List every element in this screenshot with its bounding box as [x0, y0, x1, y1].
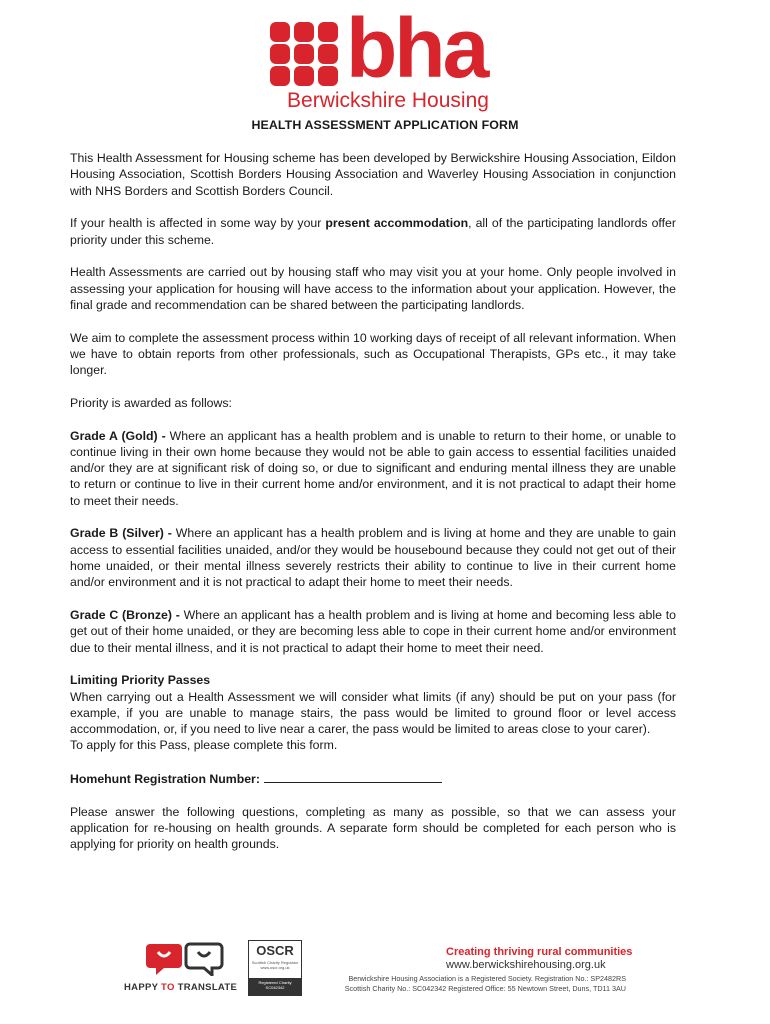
grade-a-paragraph	[70, 428, 676, 509]
logo-subtitle: Berwickshire Housing	[287, 89, 489, 112]
oscr-reg: Registered Charity	[258, 980, 292, 985]
htt-translate: TRANSLATE	[177, 982, 238, 993]
grade-c-label: Grade C (Bronze) -	[70, 607, 184, 622]
form-title: HEALTH ASSESSMENT APPLICATION FORM	[251, 118, 519, 132]
oscr-num: SC042342	[265, 985, 285, 990]
happy-to-translate-text	[124, 982, 254, 993]
priority-paragraph	[70, 215, 676, 248]
assessments-paragraph: Health Assessments are carried out by housing staff who may visit you at your home. Only people involved in assessing your application for housing will have access to the information about your application. However, the final grade and recommendation can be shared between the participating landlords.	[70, 265, 676, 312]
oscr-badge	[248, 940, 302, 996]
homehunt-label: Homehunt Registration Number:	[70, 772, 260, 787]
grade-c-paragraph	[70, 607, 676, 656]
limiting-heading	[70, 672, 676, 688]
priority-text-post: , all of the participating landlords offer priority under this scheme.	[70, 216, 676, 247]
priority-text-pre: If your health is affected in some way by your	[70, 216, 326, 231]
oscr-registration	[249, 978, 301, 995]
intro-paragraph: This Health Assessment for Housing scheme has been developed by Berwickshire Housing Association, Eildon Housing Association, Scottish Borders Housing Association and Waverley Housing Association in conjunction with NHS Borders and Scottish Borders Council.	[70, 151, 676, 198]
grade-b-label: Grade B (Silver) -	[70, 526, 176, 541]
page-footer	[0, 938, 770, 1008]
footer-registration-line-1: Berwickshire Housing Association is a Registered Society. Registration No.: SP2482RS	[348, 974, 626, 983]
grade-c-text: Where an applicant has a health problem and is living at home and becoming less able to get out of their home unaided, or they are becoming less able to cope in their current home and/or environment due to their mental illness, and it is not practical to adapt their home to meet their need.	[70, 607, 676, 655]
logo-wordmark: bha	[346, 1, 487, 95]
grade-a-text: Where an applicant has a health problem and is unable to return to their home, or unable to continue living in their own home because they would not be able to gain access to essential facilities unaided and/or they are at significant risk of doing so, or due to significant and enduring mental illness they are unable to return or continue to live in their current home and/or environment, and it is not practical to adapt their home to meet their needs.	[70, 428, 676, 508]
oscr-line2: www.oscr.org.uk	[260, 965, 290, 970]
bha-logo	[268, 1, 508, 116]
footer-tagline: Creating thriving rural communities	[446, 946, 633, 958]
htt-happy: HAPPY	[124, 982, 159, 993]
grade-b-text: Where an applicant has a health problem and is living at home and they are unable to gain access to essential facilities unaided, and/or they would be housebound because they could not get out of their home unaided, or their mental illness severely restricts their ability to continue to live in their current home and/or environment and it is not practical to adapt their home to meet their needs.	[70, 526, 676, 590]
grade-b-paragraph	[70, 525, 676, 590]
oscr-line1: Scottish Charity Regulator	[251, 960, 299, 965]
limiting-paragraph: When carrying out a Health Assessment we will consider what limits (if any) should be put on your pass (for example, if you are unable to manage stairs, the pass would be limited to ground floor or level access accommodation, or, if you need to live near a carer, the pass would be limited to areas close to your carer).	[70, 689, 676, 737]
apply-paragraph: To apply for this Pass, please complete this form.	[70, 738, 338, 753]
footer-registration-line-2: Scottish Charity No.: SC042342 Registered Office: 55 Newtown Street, Duns, TD11 3AU	[344, 984, 626, 993]
homehunt-registration-row	[70, 770, 676, 787]
timescale-paragraph: We aim to complete the assessment process within 10 working days of receipt of all relevant information. When we have to obtain reports from other professionals, such as Occupational Therapists, GPs etc., it may take longer.	[70, 330, 676, 378]
priority-awarded-paragraph: Priority is awarded as follows:	[70, 395, 232, 410]
limiting-heading-text: Limiting Priority Passes	[70, 673, 211, 688]
form-body	[70, 150, 676, 869]
present-accommodation-emphasis: present accommodation	[325, 216, 469, 231]
grade-a-label: Grade A (Gold) -	[70, 428, 170, 443]
oscr-regulator	[249, 960, 301, 970]
bha-knot-icon	[268, 20, 340, 88]
homehunt-number-field[interactable]	[264, 770, 442, 783]
htt-to: TO	[161, 982, 175, 993]
footer-website: www.berwickshirehousing.org.uk	[446, 959, 606, 971]
final-paragraph: Please answer the following questions, completing as many as possible, so that we can assess your application for re-housing on health grounds. A separate form should be completed for each person who is applying for priority on health grounds.	[70, 804, 676, 852]
oscr-title: OSCR	[256, 943, 294, 958]
speech-bubbles-icon	[146, 940, 226, 976]
happy-to-translate-logo	[124, 938, 244, 998]
